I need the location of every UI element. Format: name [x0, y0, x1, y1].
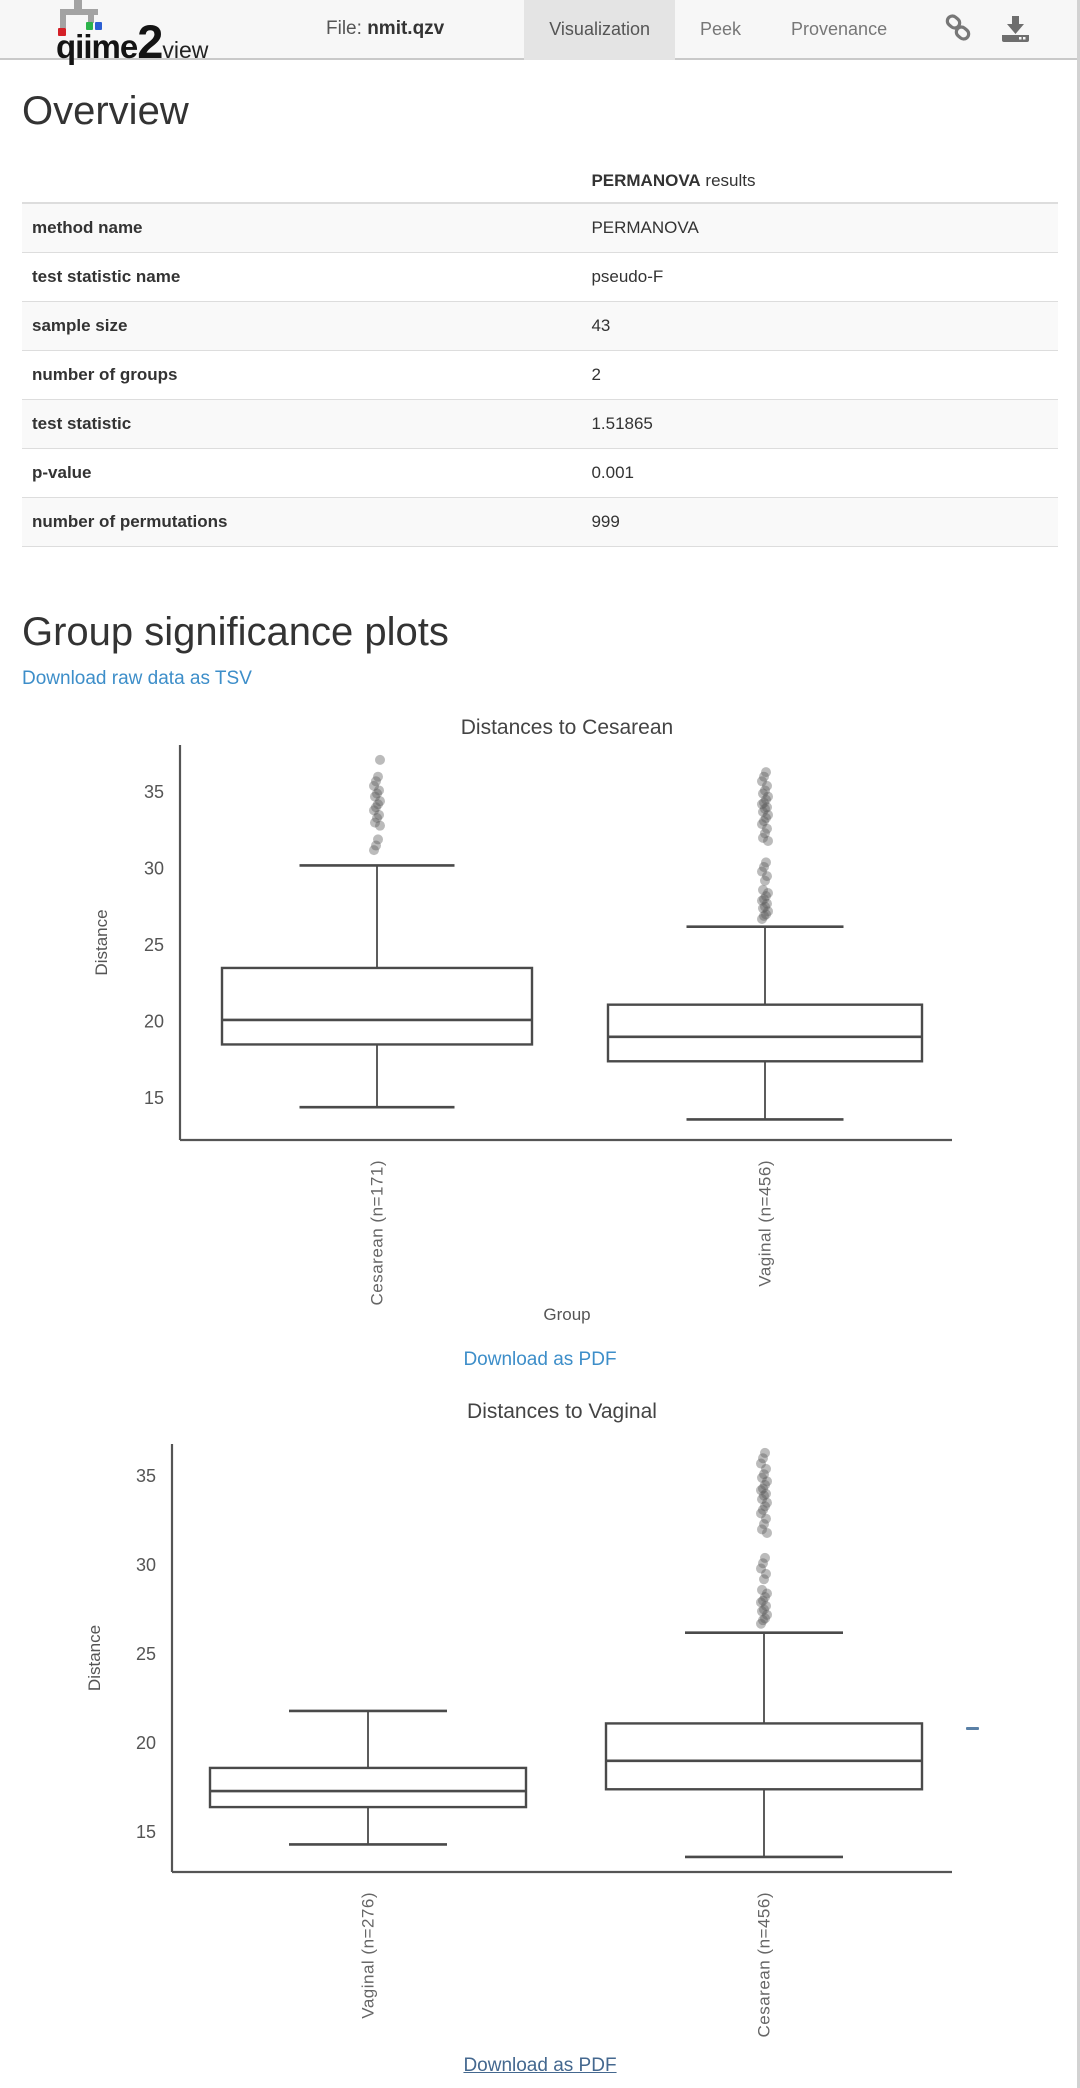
empty-header-cell	[22, 157, 581, 203]
download-tsv-link[interactable]: Download raw data as TSV	[22, 668, 252, 690]
row-value: 0.001	[591, 463, 634, 483]
row-label: number of permutations	[32, 512, 228, 532]
overview-heading: Overview	[22, 89, 189, 133]
row-value: 2	[591, 365, 601, 385]
file-name: nmit.qzv	[367, 18, 445, 39]
table-row	[22, 253, 1058, 302]
results-header-cell: PERMANOVA results	[581, 157, 1058, 203]
y-tick-label: 35	[135, 1466, 156, 1487]
file-name-label: File: nmit.qzv	[326, 18, 445, 39]
outlier-point	[375, 755, 385, 765]
plots-heading: Group significance plots	[22, 610, 449, 655]
iqr-box	[222, 968, 532, 1044]
row-label: number of groups	[32, 365, 178, 385]
qiime2view-logo[interactable]	[52, 0, 252, 68]
y-tick-label: 35	[143, 782, 164, 803]
table-row	[22, 351, 1058, 400]
row-value: 1.51865	[591, 414, 653, 434]
y-axis-label: Distance	[85, 1625, 104, 1692]
x-category-label: Cesarean (n=456)	[754, 1892, 774, 2038]
link-icon[interactable]	[942, 14, 974, 44]
header-icons	[942, 0, 1031, 58]
table-row	[22, 203, 1058, 253]
box-group	[608, 927, 922, 1120]
download-icon[interactable]	[1000, 15, 1031, 44]
row-label: test statistic name	[32, 267, 181, 287]
x-axis-label: Group	[543, 1305, 591, 1325]
outlier-point	[760, 1553, 770, 1563]
table-header-row	[22, 157, 1058, 203]
box-group	[210, 1711, 526, 1845]
x-category-label: Cesarean (n=171)	[367, 1160, 387, 1306]
iqr-box	[608, 1005, 922, 1062]
download-pdf-link-2[interactable]: Download as PDF	[463, 2055, 617, 2077]
row-label: sample size	[32, 316, 128, 336]
y-tick-label: 25	[135, 1644, 156, 1665]
y-tick-label: 20	[135, 1733, 156, 1754]
app-header	[0, 0, 1080, 68]
y-tick-label: 20	[143, 1011, 164, 1032]
outlier-point	[761, 858, 771, 868]
iqr-box	[606, 1724, 922, 1790]
chart-title: Distances to Vaginal	[467, 1400, 657, 1424]
table-row	[22, 400, 1058, 449]
outlier-point	[760, 1448, 770, 1458]
y-tick-label: 30	[135, 1555, 156, 1576]
download-pdf-link-1[interactable]: Download as PDF	[463, 1349, 617, 1371]
table-row	[22, 302, 1058, 351]
row-label: p-value	[32, 463, 92, 483]
outlier-point	[761, 767, 771, 777]
y-tick-label: 30	[143, 858, 164, 879]
outlier-point	[757, 1585, 767, 1595]
row-label: test statistic	[32, 414, 132, 434]
y-tick-label: 15	[143, 1088, 164, 1109]
x-category-label: Vaginal (n=276)	[358, 1892, 378, 2020]
boxplot-distances-to-vaginal	[22, 1386, 1062, 2051]
outlier-point	[758, 885, 768, 895]
y-tick-label: 15	[135, 1822, 156, 1843]
outlier-point	[373, 835, 383, 845]
tab-peek[interactable]: Peek	[699, 19, 742, 39]
x-category-label: Vaginal (n=456)	[755, 1160, 775, 1288]
y-tick-label: 25	[143, 935, 164, 956]
table-row	[22, 498, 1058, 547]
box-group	[222, 866, 532, 1108]
tab-visualization[interactable]: Visualization	[524, 0, 675, 60]
outlier-point	[373, 772, 383, 782]
chart-title: Distances to Cesarean	[460, 716, 674, 740]
row-label: method name	[32, 218, 143, 238]
box-group	[606, 1633, 922, 1857]
table-row	[22, 449, 1058, 498]
nav-tabs	[524, 0, 912, 60]
permanova-results-table	[22, 157, 1058, 547]
row-value: pseudo-F	[591, 267, 664, 287]
row-value: 43	[591, 316, 611, 336]
tab-provenance[interactable]: Provenance	[791, 19, 888, 39]
main-content	[0, 90, 1080, 2080]
y-axis-label: Distance	[92, 909, 111, 976]
stray-dash-mark	[966, 1727, 979, 1730]
iqr-box	[210, 1768, 526, 1807]
logo-text: qiime2view	[56, 15, 209, 68]
row-value: PERMANOVA	[591, 218, 699, 238]
row-value: 999	[591, 512, 620, 532]
boxplot-distances-to-cesarean	[22, 698, 1062, 1343]
